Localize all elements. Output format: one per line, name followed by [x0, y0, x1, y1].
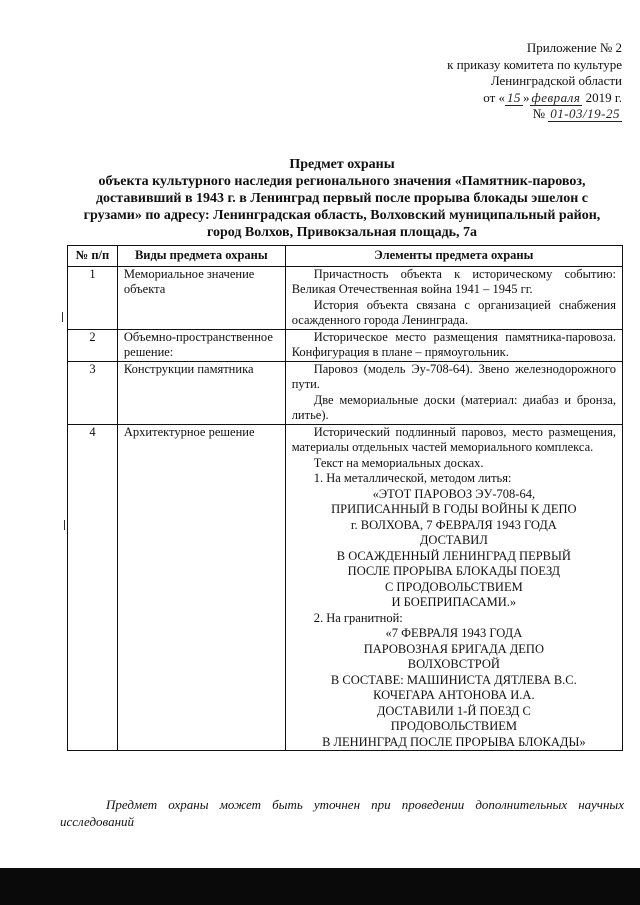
table-row [68, 266, 623, 329]
header-kinds: Виды предмета охраны [117, 246, 285, 267]
order-year: 2019 г. [585, 89, 622, 105]
title-object-description: объекта культурного наследия регионального значения «Памятник-паровоз, доставивший в 1943 г. в Ленинград первый после прорыва блокады эшелон с грузами» по адресу: Ленинградская область, Волховский муниципальный район, город Волхов, Привокзальная площадь, 7а [83, 174, 601, 240]
row-kind: Архитектурное решение [117, 424, 285, 751]
plaque-line: ВОЛХОВСТРОЙ [407, 657, 500, 671]
protection-subject-table [67, 245, 623, 751]
handwritten-day: 15 [507, 89, 522, 105]
scan-bottom-border [0, 868, 640, 905]
plaque-line: ПОСЛЕ ПРОРЫВА БЛОКАДЫ ПОЕЗД [347, 564, 561, 578]
row-number: 3 [68, 361, 118, 424]
plaque-line: ДОСТАВИЛИ 1-Й ПОЕЗД С [376, 703, 531, 718]
plaque-line: г. ВОЛХОВА, 7 ФЕВРАЛЯ 1943 ГОДА [350, 517, 557, 532]
plaque-line: С ПРОДОВОЛЬСТВИЕМ [384, 579, 523, 594]
appendix-header [400, 40, 622, 123]
header-number: № п/п [68, 246, 118, 267]
table-row [68, 329, 623, 361]
plaque-line: В ОСАЖДЕННЫЙ ЛЕНИНГРАД ПЕРВЫЙ [336, 548, 571, 563]
scan-edge-mark [62, 312, 63, 322]
element-paragraph: Паровоз (модель Эу-708-64). Звено железнодорожного пути. [291, 361, 616, 391]
plaque-line: В ЛЕНИНГРАД ПОСЛЕ ПРОРЫВА БЛОКАДЫ» [322, 734, 586, 749]
row-elements [285, 361, 622, 424]
region-name: Ленинградской области [490, 73, 622, 88]
element-paragraph: Исторический подлинный паровоз, место размещения, материалы отдельных частей мемориального комплекса. [291, 424, 616, 454]
plaque-1-text [292, 487, 616, 611]
plaque-line: ДОСТАВИЛ [419, 533, 488, 547]
plaque-line: «ЭТОТ ПАРОВОЗ ЭУ-708-64, [372, 486, 536, 501]
row-number: 4 [68, 424, 118, 751]
plaque-2-text [292, 626, 616, 750]
order-number: № 01-03/19-25 [532, 106, 620, 121]
plaque-line: И БОЕПРИПАСАМИ.» [391, 595, 517, 609]
plaque-line: В СОСТАВЕ: МАШИНИСТА ДЯТЛЕВА В.С. [330, 672, 577, 687]
row-number: 2 [68, 329, 118, 361]
element-paragraph: История объекта связана с организацией снабжения осажденного города Ленинграда. [291, 297, 616, 327]
handwritten-month: февраля [531, 89, 581, 105]
document-title [74, 156, 610, 241]
footnote: Предмет охраны может быть уточнен при проведении дополнительных научных исследований [60, 797, 624, 829]
plaque-line: ПРОДОВОЛЬСТВИЕМ [390, 719, 517, 733]
table-header-row [68, 246, 623, 267]
plaque-line: «7 ФЕВРАЛЯ 1943 ГОДА [385, 626, 523, 640]
table-row [68, 424, 623, 751]
row-elements [285, 266, 622, 329]
element-paragraph: Историческое место размещения памятника-паровоза. Конфигурация в плане – прямоугольник. [291, 329, 616, 359]
row-number: 1 [68, 266, 118, 329]
element-paragraph: Две мемориальные доски (материал: диабаз и бронза, литье). [291, 392, 616, 422]
row-kind: Объемно-пространственное решение: [117, 329, 285, 361]
element-paragraph: Причастность объекта к историческому событию: Великая Отечественная война 1941 – 1945 гг. [291, 266, 616, 296]
header-elements: Элементы предмета охраны [285, 246, 622, 267]
element-paragraph: Текст на мемориальных досках. [313, 455, 484, 470]
scan-edge-mark [64, 520, 65, 530]
plaque-line: ПРИПИСАННЫЙ В ГОДЫ ВОЙНЫ К ДЕПО [331, 502, 577, 516]
order-reference: к приказу комитета по культуре [447, 56, 622, 72]
row-kind: Конструкции памятника [117, 361, 285, 424]
row-elements [285, 424, 622, 751]
order-date: от « 15 » февраля 2019 г. [483, 89, 622, 105]
appendix-number: Приложение № 2 [526, 40, 622, 55]
plaque-2-label: 2. На гранитной: [313, 610, 403, 625]
row-kind: Мемориальное значение объекта [117, 266, 285, 329]
table-row [68, 361, 623, 424]
handwritten-number: 01-03/19-25 [550, 106, 620, 121]
row-elements [285, 329, 622, 361]
plaque-1-label: 1. На металлической, методом литья: [313, 471, 512, 485]
plaque-line: ПАРОВОЗНАЯ БРИГАДА ДЕПО [363, 641, 544, 656]
plaque-line: КОЧЕГАРА АНТОНОВА И.А. [373, 688, 535, 702]
title-heading: Предмет охраны [289, 157, 395, 172]
